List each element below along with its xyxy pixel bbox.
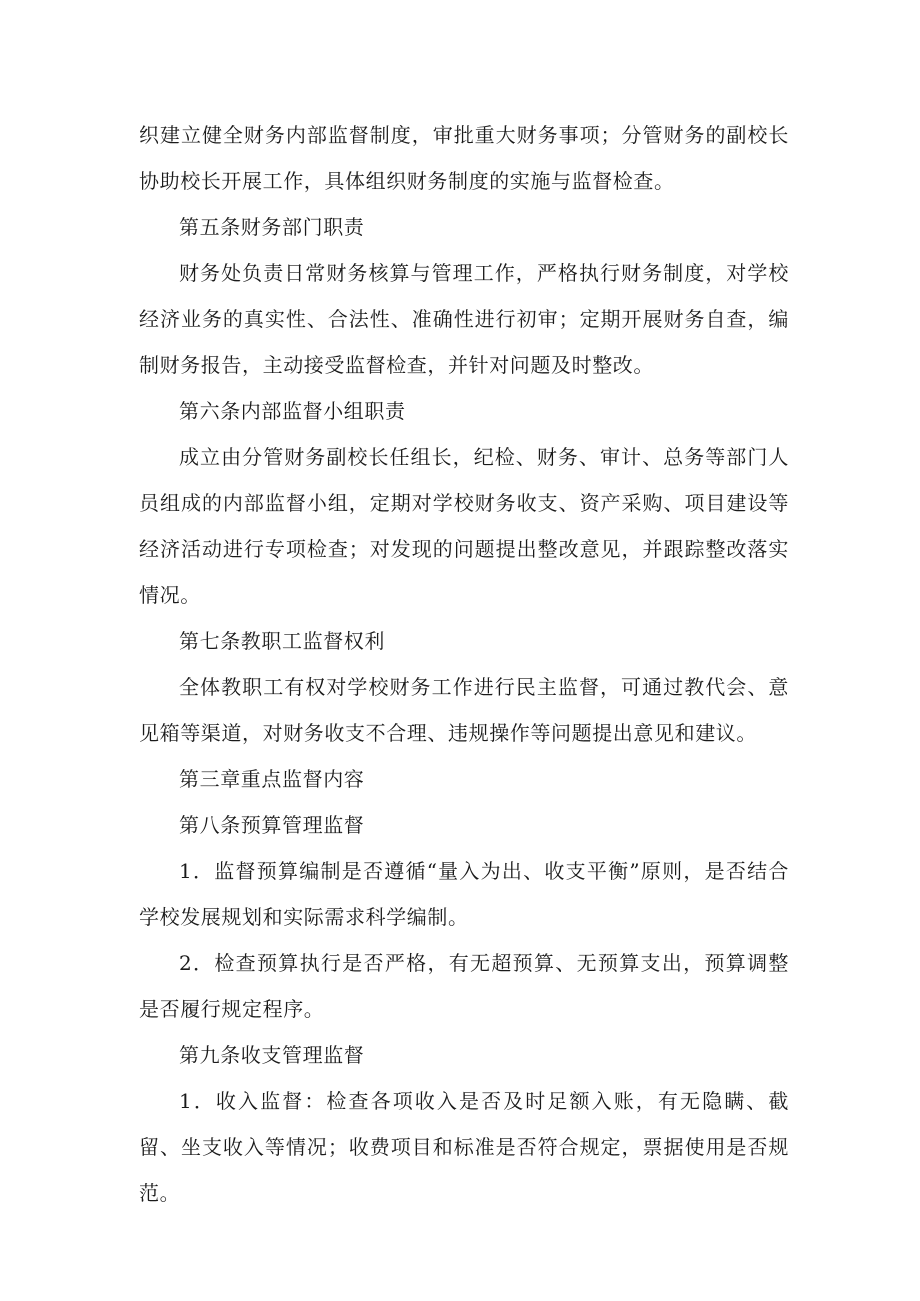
paragraph-body: 全体教职工有权对学校财务工作进行民主监督，可通过教代会、意见箱等渠道，对财务收支不合理、违规操作等问题提出意见和建议。 xyxy=(139,675,789,745)
list-item-2: 2．检查预算执行是否严格，有无超预算、无预算支出，预算调整是否履行规定程序。 xyxy=(139,951,789,1021)
paragraph-continuation: 织建立健全财务内部监督制度，审批重大财务事项；分管财务的副校长协助校长开展工作，具体组织财务制度的实施与监督检查。 xyxy=(139,123,789,193)
paragraph-body: 成立由分管财务副校长任组长，纪检、财务、审计、总务等部门人员组成的内部监督小组，定期对学校财务收支、资产采购、项目建设等经济活动进行专项检查；对发现的问题提出整改意见，并跟踪整改落实情况。 xyxy=(139,445,789,607)
article-heading-9: 第九条收支管理监督 xyxy=(179,1043,365,1067)
list-item-1: 1．收入监督：检查各项收入是否及时足额入账，有无隐瞒、截留、坐支收入等情况；收费项目和标准是否符合规定，票据使用是否规范。 xyxy=(139,1089,789,1205)
list-item-1: 1．监督预算编制是否遵循“量入为出、收支平衡”原则，是否结合学校发展规划和实际需求科学编制。 xyxy=(139,859,789,929)
document-body xyxy=(139,112,789,1216)
chapter-heading-3: 第三章重点监督内容 xyxy=(179,767,365,791)
article-heading-5: 第五条财务部门职责 xyxy=(179,215,365,239)
article-heading-8: 第八条预算管理监督 xyxy=(179,813,365,837)
article-heading-6: 第六条内部监督小组职责 xyxy=(179,399,406,423)
paragraph-body: 财务处负责日常财务核算与管理工作，严格执行财务制度，对学校经济业务的真实性、合法性、准确性进行初审；定期开展财务自查，编制财务报告，主动接受监督检查，并针对问题及时整改。 xyxy=(139,261,789,377)
article-heading-7: 第七条教职工监督权利 xyxy=(179,629,385,653)
